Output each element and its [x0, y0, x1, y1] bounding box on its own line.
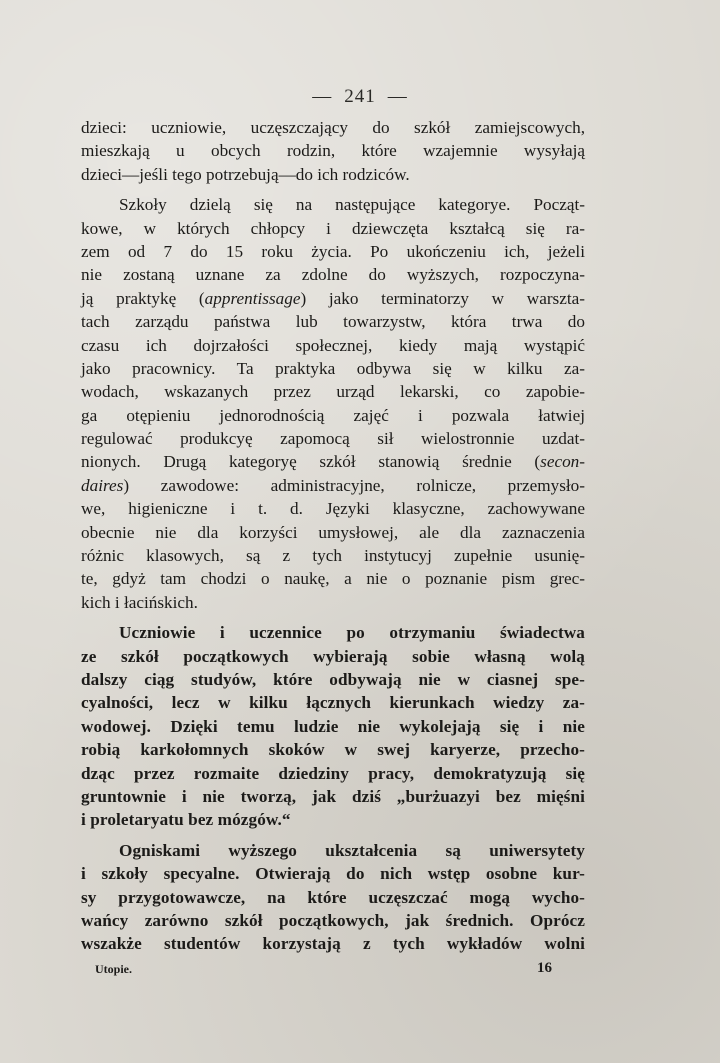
text-line: i szkoły specyalne. Otwierają do nich wstęp osobne kur- [81, 864, 585, 884]
header-dash-right: — [387, 86, 408, 107]
body-text [81, 116, 585, 956]
text-line: Uczniowie i uczennice po otrzymaniu świadectwa [119, 623, 585, 643]
signature-mark: Utopie. [95, 962, 132, 976]
text-line: daires) zawodowe: administracyjne, rolnicze, przemysło- [81, 475, 585, 495]
text-line: nionych. Drugą kategoryę szkół stanowią średnie (secon- [81, 452, 585, 472]
text-line: obecnie nie dla korzyści umysłowej, ale dla zaznaczenia [81, 522, 585, 542]
text-line: dząc przez rozmaite dziedziny pracy, demokratyzują się [81, 763, 585, 783]
text-line: wodach, wskazanych przez urząd lekarski, co zapobie- [81, 382, 585, 402]
text-line: gruntownie i nie tworzą, jak dziś „burżuazyi bez mięśni [81, 786, 585, 806]
text-line: różnic klasowych, są z tych instytucyj zupełnie usunię- [81, 546, 585, 566]
text-line: kich i łacińskich. [81, 592, 198, 612]
paragraph-3 [81, 621, 585, 832]
text-line: dzieci—jeśli tego potrzebują—do ich rodziców. [81, 164, 410, 184]
text-line: zem od 7 do 15 roku życia. Po ukończeniu ich, jeżeli [81, 241, 585, 261]
text-line: ją praktykę (apprentissage) jako terminatorzy w warszta- [81, 288, 585, 308]
header-dash-left: — [312, 86, 333, 107]
paragraph-4 [81, 839, 585, 956]
text-line: nie zostaną uznane za zdolne do wyższych, rozpoczyna- [81, 265, 585, 285]
text-line: czasu ich dojrzałości społecznej, kiedy mają wystąpić [81, 335, 585, 355]
signature-number: 16 [537, 960, 552, 976]
text-line: kowe, w których chłopcy i dziewczęta kształcą się ra- [81, 218, 585, 238]
text-line: wańcy zarówno szkół początkowych, jak średnich. Oprócz [81, 910, 585, 930]
text-line: sy przygotowawcze, na które uczęszczać mogą wycho- [81, 887, 585, 907]
text-line: Ogniskami wyższego ukształcenia są uniwersytety [119, 840, 585, 860]
text-line: ga otępieniu jednorodnością zajęć i pozwala łatwiej [81, 405, 585, 425]
text-line: dalszy ciąg studyów, które odbywają nie w ciasnej spe- [81, 669, 585, 689]
text-line: cyalności, lecz w kilku łącznych kierunkach wiedzy za- [81, 693, 585, 713]
text-line: wodowej. Dzięki temu ludzie nie wykolejają się i nie [81, 716, 585, 736]
text-line: regulować produkcyę zapomocą sił wielostronnie uzdat- [81, 429, 585, 449]
text-line: jako pracownicy. Ta praktyka odbywa się w kilku za- [81, 358, 585, 378]
text-line: wszakże studentów korzystają z tych wykładów wolni [81, 934, 585, 954]
text-line: te, gdyż tam chodzi o naukę, a nie o poznanie pism grec- [81, 569, 585, 589]
text-line: robią karkołomnych skoków w swej karyerze, przecho- [81, 740, 585, 760]
text-line: i proletaryatu bez mózgów.“ [81, 810, 291, 830]
text-line: ze szkół początkowych wybierają sobie własną wolą [81, 646, 585, 666]
paragraph-1 [81, 116, 585, 186]
page-number: 241 [344, 86, 376, 107]
text-line: mieszkają u obcych rodzin, które wzajemnie wysyłają [81, 141, 585, 161]
text-line: we, higieniczne i t. d. Języki klasyczne, zachowywane [81, 499, 585, 519]
page-header [0, 86, 720, 108]
paragraph-2 [81, 193, 585, 614]
text-line: Szkoły dzielą się na następujące kategorye. Począt- [119, 195, 585, 215]
text-line: dzieci: uczniowie, uczęszczający do szkół zamiejscowych, [81, 118, 585, 137]
text-line: tach zarządu państwa lub towarzystw, która trwa do [81, 312, 585, 332]
